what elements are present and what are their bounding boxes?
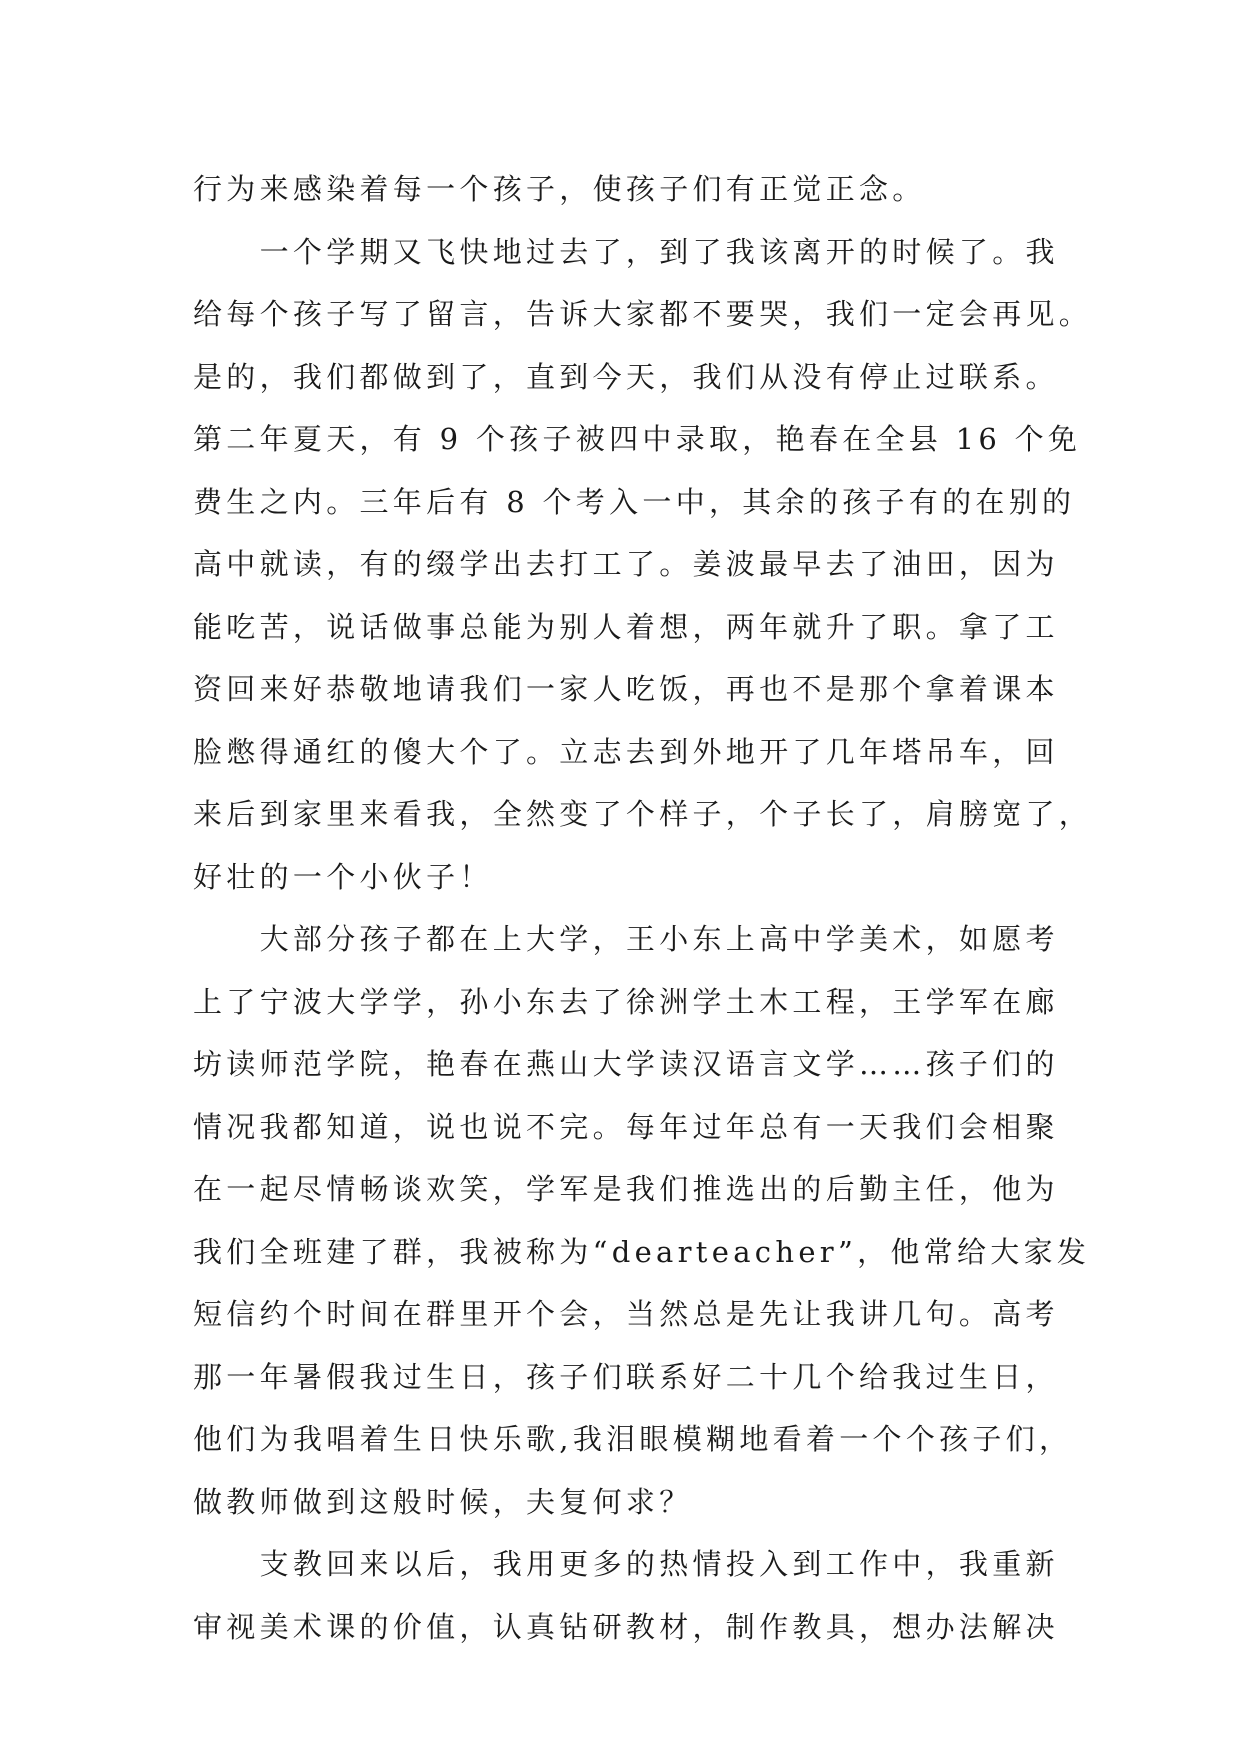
text-line: 来后到家里来看我，全然变了个样子，个子长了，肩膀宽了，: [193, 797, 1093, 831]
text-line: 脸憋得通红的傻大个了。立志去到外地开了几年塔吊车，回: [193, 734, 1059, 769]
text-line: 一个学期又飞快地过去了，到了我该离开的时候了。我: [193, 234, 1059, 269]
text-line: 情况我都知道，说也说不完。每年过年总有一天我们会相聚: [193, 1109, 1059, 1144]
text-line: 在一起尽情畅谈欢笑，学军是我们推选出的后勤主任，他为: [193, 1172, 1059, 1206]
text-line: 做教师做到这般时候，夫复何求？: [193, 1484, 693, 1519]
text-line: 大部分孩子都在上大学，王小东上高中学美术，如愿考: [193, 922, 1059, 956]
text-line: 给每个孩子写了留言，告诉大家都不要哭，我们一定会再见。: [193, 297, 1093, 331]
text-line: 第二年夏天，有 9 个孩子被四中录取，艳春在全县 16 个免: [193, 422, 1082, 456]
text-line: 坊读师范学院，艳春在燕山大学读汉语言文学……孩子们的: [193, 1047, 1059, 1081]
text-line: 审视美术课的价值，认真钻研教材，制作教具，想办法解决: [193, 1609, 1059, 1644]
text-line: 高中就读，有的缀学出去打工了。姜波最早去了油田，因为: [193, 547, 1059, 581]
text-line: 那一年暑假我过生日，孩子们联系好二十几个给我过生日，: [193, 1359, 1059, 1394]
text-line: 行为来感染着每一个孩子，使孩子们有正觉正念。: [193, 172, 926, 206]
text-line: 费生之内。三年后有 8 个考入一中，其余的孩子有的在别的: [193, 484, 1076, 519]
text-line: 我们全班建了群，我被称为“dearteacher”，他常给大家发: [193, 1234, 1091, 1269]
text-line: 短信约个时间在群里开个会，当然总是先让我讲几句。高考: [193, 1297, 1059, 1331]
text-line: 好壮的一个小伙子！: [193, 859, 493, 894]
body-text: [193, 158, 1093, 1658]
text-line: 支教回来以后，我用更多的热情投入到工作中，我重新: [193, 1547, 1059, 1581]
text-line: 能吃苦，说话做事总能为别人着想，两年就升了职。拿了工: [193, 609, 1059, 644]
text-line: 资回来好恭敬地请我们一家人吃饭，再也不是那个拿着课本: [193, 672, 1059, 706]
text-line: 他们为我唱着生日快乐歌,我泪眼模糊地看着一个个孩子们，: [193, 1422, 1073, 1456]
text-line: 是的，我们都做到了，直到今天，我们从没有停止过联系。: [193, 359, 1059, 394]
text-line: 上了宁波大学学，孙小东去了徐洲学土木工程，王学军在廊: [193, 984, 1059, 1019]
